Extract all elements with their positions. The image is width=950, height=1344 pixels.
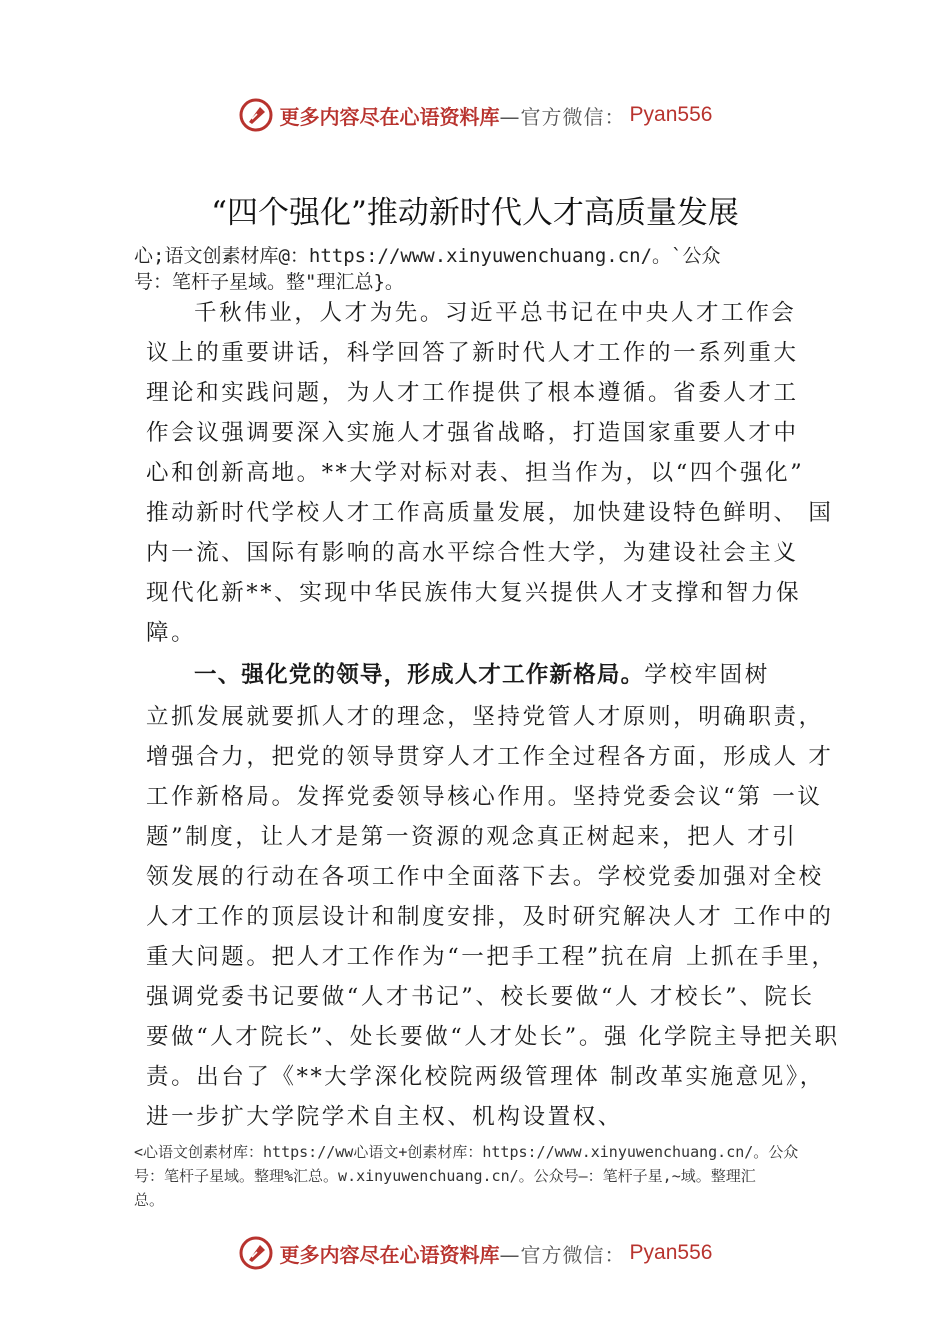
paragraph-line: 作会议强调要深入实施人才强省战略，打造国家重要人才中 [146, 420, 799, 446]
banner-wechat-id: Pyan556 [629, 103, 713, 126]
paragraph-line: 千秋伟业，人才为先。习近平总书记在中央人才工作会 [194, 300, 797, 326]
paragraph-line: 题”制度，让人才是第一资源的观念真正树起来，把人 才引 [146, 824, 798, 850]
paragraph-line: 障。 [146, 620, 197, 646]
banner-text-red: 更多内容尽在心语资料库 [279, 104, 500, 129]
section-heading: 一、强化党的领导，形成人才工作新格局。 [194, 662, 645, 688]
paragraph-line: 工作新格局。发挥党委领导核心作用。坚持党委会议“第 一议 [146, 784, 823, 810]
paragraph-line: 重大问题。把人才工作作为“一把手工程”抗在肩 上抓在手里， [146, 944, 837, 970]
paragraph-line: 现代化新**、实现中华民族伟大复兴提供人才支撑和智力保 [146, 580, 802, 606]
paragraph-line: 立抓发展就要抓人才的理念，坚持党管人才原则，明确职责， [146, 704, 824, 730]
paragraph-line: 内一流、国际有影响的高水平综合性大学，为建设社会主义 [146, 540, 799, 566]
banner-wechat-id: Pyan556 [629, 1241, 713, 1264]
paragraph-line: 强调党委书记要做“人才书记”、校长要做“人 才校长”、院长 [146, 984, 815, 1010]
section-heading-rest: 学校牢固树 [644, 662, 770, 688]
document-title: “四个强化”推动新时代人才高质量发展 [211, 195, 739, 231]
source-note-line-1: 心;语文创素材库@：https://www.xinyuwenchuang.cn/。`公众 [134, 245, 721, 267]
footer-note-line-1: <心语文创素材库：https://ww心语文+创素材库：https://www.xinyuwenchuang.cn/。公众 [134, 1143, 799, 1161]
paragraph-line: 增强合力，把党的领导贯穿人才工作全过程各方面，形成人 才 [146, 744, 834, 770]
paragraph-line: 进一步扩大学院学术自主权、机构设置权、 [146, 1104, 623, 1130]
footer-note-line-3: 总。 [134, 1191, 165, 1209]
watermark-banner-top [0, 95, 950, 135]
watermark-banner-bottom [0, 1233, 950, 1273]
section-heading-line [194, 655, 770, 695]
banner-text-gray: —官方微信： [499, 104, 626, 129]
banner-text-red: 更多内容尽在心语资料库 [279, 1242, 500, 1267]
pen-nib-logo-icon [238, 97, 274, 133]
paragraph-line: 理论和实践问题，为人才工作提供了根本遵循。省委人才工 [146, 380, 799, 406]
pen-nib-logo-icon [238, 1235, 274, 1271]
paragraph-line: 议上的重要讲话，科学回答了新时代人才工作的一系列重大 [146, 340, 799, 366]
paragraph-line: 人才工作的顶层设计和制度安排，及时研究解决人才 工作中的 [146, 904, 834, 930]
paragraph-line: 责。出台了《**大学深化校院两级管理体 制改革实施意见》， [146, 1064, 825, 1090]
paragraph-line: 推动新时代学校人才工作高质量发展，加快建设特色鲜明、 国 [146, 500, 834, 526]
paragraph-line: 心和创新高地。**大学对标对表、担当作为，以“四个强化” [146, 460, 805, 486]
paragraph-line: 要做“人才院长”、处长要做“人才处长”。强 化学院主导把关职 [146, 1024, 840, 1050]
banner-text-gray: —官方微信： [499, 1242, 626, 1267]
source-note-line-2: 号：笔杆子星域。整"理汇总}。 [134, 271, 404, 293]
paragraph-line: 领发展的行动在各项工作中全面落下去。学校党委加强对全校 [146, 864, 824, 890]
footer-note-line-2: 号：笔杆子星域。整理%汇总。w.xinyuwenchuang.cn/。公众号—：笔杆子星,~域。整理汇 [134, 1167, 756, 1185]
